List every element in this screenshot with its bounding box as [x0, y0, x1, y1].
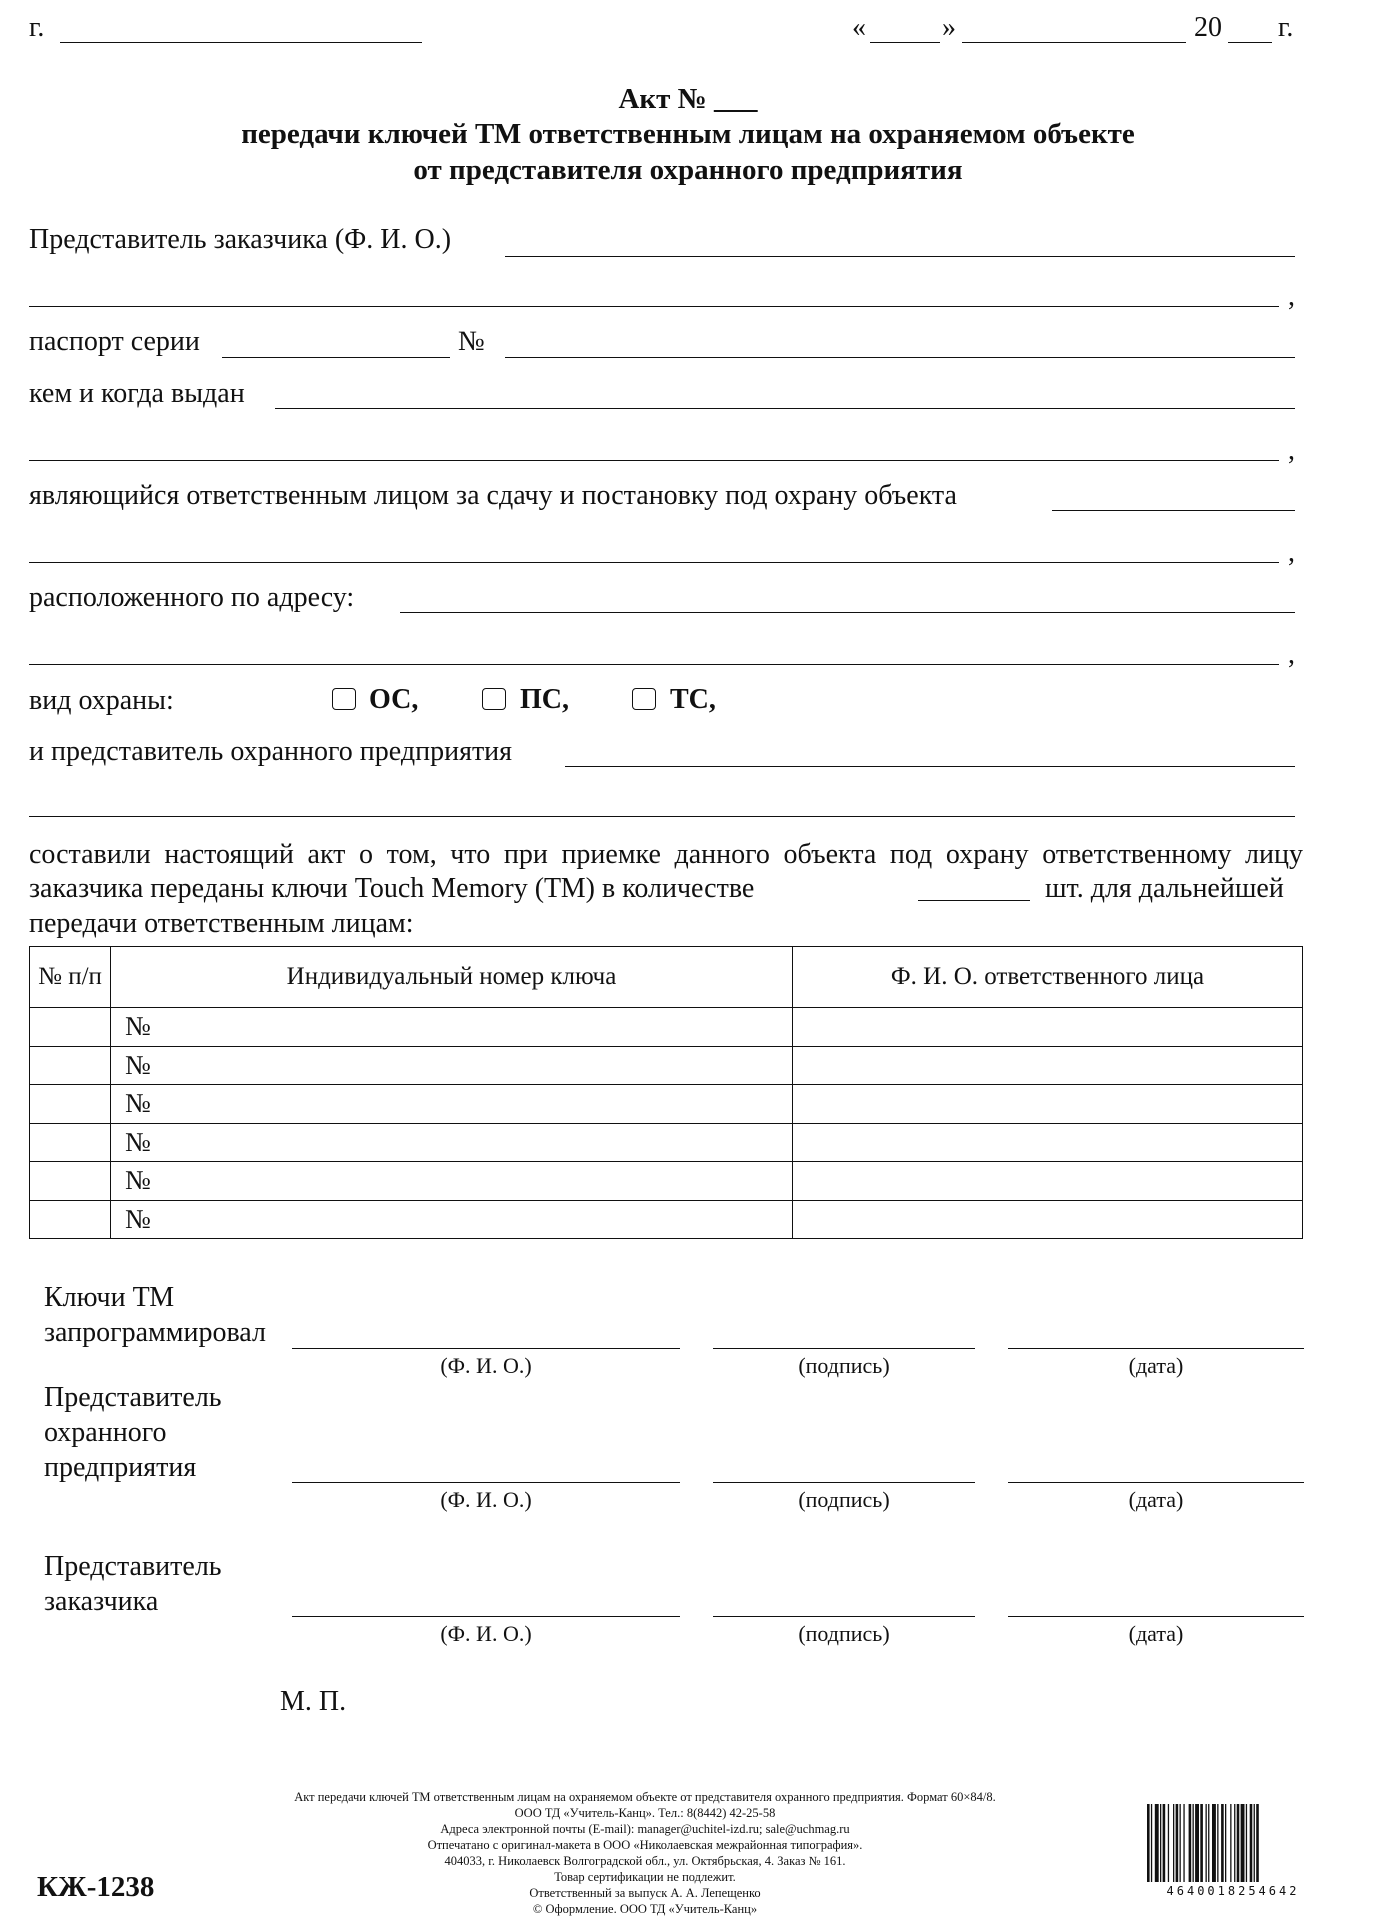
table-row: [30, 1085, 1303, 1124]
checkbox-os[interactable]: [332, 688, 356, 710]
passport-series-field[interactable]: [222, 357, 450, 358]
key-number-cell[interactable]: №: [111, 1085, 793, 1124]
issued-by-field[interactable]: [275, 408, 1295, 409]
year-suffix: г.: [1278, 12, 1294, 43]
security-rep-sign-label: Представитель охранного предприятия: [44, 1382, 222, 1483]
address-field[interactable]: [400, 612, 1295, 613]
key-number-cell[interactable]: №: [111, 1123, 793, 1162]
imprint: Акт передачи ключей ТМ ответственным лицам на охраняемом объекте от представителя охранного предприятия. Формат 60×84/8. ООО ТД «Учитель-Канц». Тел.: 8(8442) 42-25-58 Адреса электронной почты (E-mail): manager@uchitel-izd.ru; sale@uchmag.ru Отпечатано с оригинал-макета в ООО «Николаевская межрайонная типография». 404033, г. Николаевск Волгоградской обл., ул. Октябрьская, 4. Заказ № 161. Товар сертификации не подлежит. Ответственный за выпуск А. А. Лепещенко © Оформление. ООО ТД «Учитель-Канц»: [294, 1790, 996, 1916]
stamp-place: М. П.: [280, 1686, 347, 1717]
table-row: [30, 1162, 1303, 1201]
customer-rep-field-2[interactable]: [29, 306, 1279, 307]
address-field-2[interactable]: [29, 664, 1279, 665]
key-number-cell[interactable]: №: [111, 1008, 793, 1047]
name-cell[interactable]: [793, 1046, 1303, 1085]
city-label: г.: [29, 12, 45, 43]
customer-rep-label: Представитель заказчика (Ф. И. О.): [29, 224, 452, 255]
statement-line-1: составили настоящий акт о том, что при приемке данного объекта под охрану ответственному лицу заказчика переданы ключи Touch Memory (ТМ) в количестве: [29, 839, 1303, 904]
option-ps-label: ПС,: [520, 684, 569, 715]
act-title: Акт № ___: [618, 83, 758, 115]
act-subtitle-2: от представителя охранного предприятия: [413, 154, 963, 186]
address-label: расположенного по адресу:: [29, 582, 355, 613]
table-row: [30, 1200, 1303, 1239]
table-row: [30, 1123, 1303, 1162]
act-subtitle-1: передачи ключей ТМ ответственным лицам на охраняемом объекте: [241, 118, 1135, 150]
keys-table: [29, 946, 1303, 1239]
option-ts-label: ТС,: [670, 684, 716, 715]
year-prefix: 20: [1194, 12, 1222, 43]
name-cell[interactable]: [793, 1008, 1303, 1047]
security-rep-field-2[interactable]: [29, 816, 1295, 817]
statement-unit: шт. для дальнейшей: [1045, 873, 1284, 904]
security-rep-date-field[interactable]: [1008, 1482, 1304, 1483]
responsible-label: являющийся ответственным лицом за сдачу и постановку под охрану объекта: [29, 480, 957, 511]
security-rep-name-field[interactable]: [292, 1482, 680, 1483]
comma: ,: [1288, 281, 1295, 312]
name-cell[interactable]: [793, 1162, 1303, 1201]
statement-line-3: передачи ответственным лицам:: [29, 908, 414, 939]
programmer-sign-field[interactable]: [713, 1348, 975, 1349]
issued-by-label: кем и когда выдан: [29, 378, 245, 409]
product-code: КЖ-1238: [37, 1871, 155, 1903]
name-cell[interactable]: [793, 1123, 1303, 1162]
customer-rep-sign-field[interactable]: [713, 1616, 975, 1617]
customer-rep-name-field[interactable]: [292, 1616, 680, 1617]
security-type-label: вид охраны:: [29, 685, 174, 716]
date-close-quote: »: [942, 12, 956, 43]
passport-number-field[interactable]: [505, 357, 1295, 358]
caption-sign: (подпись): [798, 1621, 890, 1646]
name-cell[interactable]: [793, 1200, 1303, 1239]
caption-sign: (подпись): [798, 1487, 890, 1512]
passport-series-label: паспорт серии: [29, 326, 200, 357]
programmer-label: Ключи ТМ запрограммировал: [44, 1282, 266, 1348]
caption-name: (Ф. И. О.): [440, 1487, 532, 1512]
issued-by-field-2[interactable]: [29, 460, 1279, 461]
object-field[interactable]: [1052, 510, 1295, 511]
checkbox-ts[interactable]: [632, 688, 656, 710]
customer-rep-date-field[interactable]: [1008, 1616, 1304, 1617]
caption-date: (дата): [1128, 1487, 1184, 1512]
checkbox-ps[interactable]: [482, 688, 506, 710]
col-key-header: Индивидуальный номер ключа: [111, 947, 793, 1008]
comma: ,: [1288, 435, 1295, 466]
option-os-label: ОС,: [369, 684, 419, 715]
passport-number-label: №: [458, 326, 485, 357]
object-field-2[interactable]: [29, 562, 1279, 563]
barcode-icon: [1143, 1800, 1323, 1900]
caption-sign: (подпись): [798, 1353, 890, 1378]
table-row: [30, 1046, 1303, 1085]
caption-name: (Ф. И. О.): [440, 1353, 532, 1378]
name-cell[interactable]: [793, 1085, 1303, 1124]
key-number-cell[interactable]: №: [111, 1162, 793, 1201]
key-count-field[interactable]: [918, 900, 1030, 901]
caption-date: (дата): [1128, 1353, 1184, 1378]
col-name-header: Ф. И. О. ответственного лица: [793, 947, 1303, 1008]
month-field[interactable]: [962, 42, 1186, 43]
key-number-cell[interactable]: №: [111, 1200, 793, 1239]
customer-rep-sign-label: Представитель заказчика: [44, 1551, 222, 1617]
barcode-number: 4640018254642: [1166, 1884, 1300, 1898]
caption-name: (Ф. И. О.): [440, 1621, 532, 1646]
programmer-date-field[interactable]: [1008, 1348, 1304, 1349]
year-field[interactable]: [1228, 42, 1272, 43]
security-rep-sign-field[interactable]: [713, 1482, 975, 1483]
security-rep-field[interactable]: [565, 766, 1295, 767]
caption-date: (дата): [1128, 1621, 1184, 1646]
date-open-quote: «: [852, 12, 866, 43]
day-field[interactable]: [870, 42, 940, 43]
table-row: [30, 1008, 1303, 1047]
programmer-name-field[interactable]: [292, 1348, 680, 1349]
comma: ,: [1288, 639, 1295, 670]
security-rep-label: и представитель охранного предприятия: [29, 736, 513, 767]
city-field[interactable]: [60, 42, 422, 43]
customer-rep-field[interactable]: [505, 256, 1295, 257]
comma: ,: [1288, 537, 1295, 568]
col-number-header: № п/п: [30, 947, 111, 1008]
key-number-cell[interactable]: №: [111, 1046, 793, 1085]
